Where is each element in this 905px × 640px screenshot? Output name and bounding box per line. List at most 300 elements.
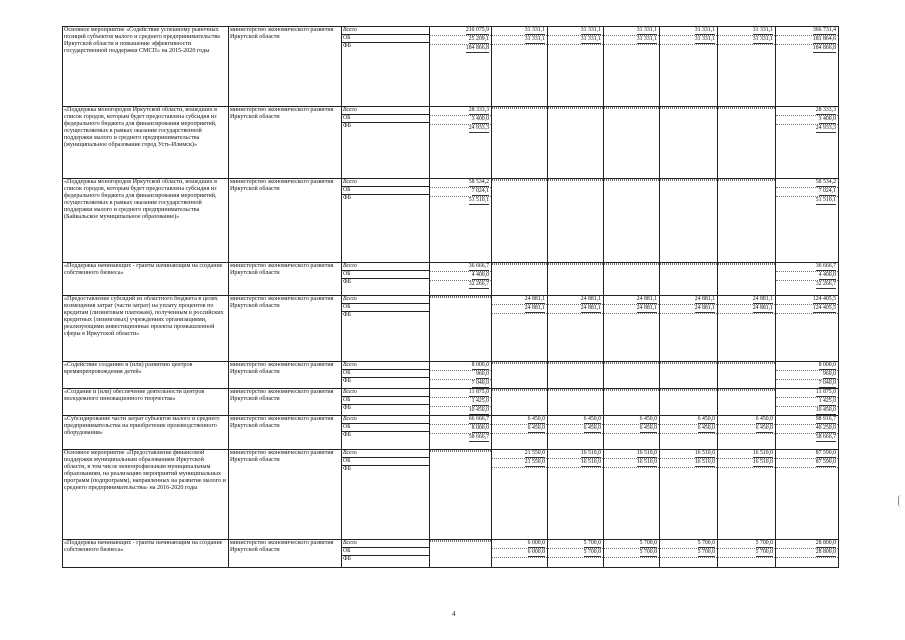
table-row [63, 296, 839, 362]
table-row [63, 27, 839, 107]
amount-column-cell [660, 362, 718, 389]
amount-value: 31 331,1 [524, 27, 545, 33]
amount-slot [660, 264, 717, 265]
amount-column-cell [718, 27, 776, 107]
funding-source-label: ОБ [342, 115, 429, 123]
amount-value: 8 000,0 [471, 362, 489, 368]
amount-value: 6 450,0 [639, 425, 657, 431]
amount-value: 5 700,0 [755, 540, 773, 546]
amount-slot [718, 108, 775, 109]
amount-slot [430, 263, 491, 272]
amount-slot [660, 305, 717, 314]
amount-slot [776, 125, 838, 133]
amount-value: 5 700,0 [583, 540, 601, 546]
funding-source-label: ФБ [343, 556, 351, 562]
amount-column-cell [776, 296, 839, 362]
amount-value: 36 666,7 [468, 263, 489, 269]
amount-slot [776, 459, 838, 468]
responsible-executor: министерство экономического развития Иркутской области [229, 27, 342, 107]
funding-source-label: Всего [342, 416, 429, 424]
amount-value: 24 881,1 [524, 305, 545, 311]
amount-column-cell [604, 107, 660, 179]
amount-slot [548, 305, 603, 314]
amount-slot [430, 116, 491, 125]
amount-slot [430, 197, 491, 205]
table-row [63, 263, 839, 296]
amount-slot [430, 27, 491, 36]
amount-value: 11 875,0 [468, 389, 489, 395]
amount-slot [718, 36, 775, 45]
table-row [63, 389, 839, 416]
amount-value: 24 881,1 [694, 296, 715, 302]
amount-value: 28 333,3 [468, 107, 489, 113]
amount-column-cell [604, 263, 660, 296]
amount-slot [718, 390, 775, 391]
amount-value: 16 510,0 [752, 450, 773, 456]
amount-slot [776, 116, 838, 125]
amount-slot [660, 425, 717, 434]
amount-slot [604, 108, 659, 109]
funding-source-label: ФБ [343, 432, 351, 438]
amount-value: 28 333,3 [815, 107, 836, 113]
amount-value: 3 400,0 [471, 116, 489, 122]
amount-slot [776, 272, 838, 281]
funding-source-label: ФБ [343, 195, 351, 201]
amount-value: 4 400,0 [471, 272, 489, 278]
amount-slot [492, 180, 547, 181]
amount-column-cell [718, 107, 776, 179]
amount-column-cell [492, 179, 548, 263]
amount-value: 16 510,0 [694, 459, 715, 465]
amount-column-cell [718, 416, 776, 450]
amount-column-cell [718, 362, 776, 389]
amount-slot [430, 107, 491, 116]
amount-slot [776, 27, 838, 36]
amount-slot [660, 540, 717, 549]
amount-value: 16 510,0 [694, 450, 715, 456]
amount-column-cell [660, 107, 718, 179]
amount-column-cell [660, 416, 718, 450]
amount-slot [548, 540, 603, 549]
amount-slot [776, 371, 838, 380]
amount-value: 58 534,2 [468, 179, 489, 185]
measure-description: «Поддержка начинающих - гранты начинающим на создание собственного бизнеса» [63, 540, 229, 568]
amount-slot [660, 549, 717, 558]
amount-value: 7 024,1 [818, 188, 836, 194]
amount-value: 51 510,1 [468, 197, 489, 203]
amount-column-cell [492, 263, 548, 296]
amount-column-cell [430, 416, 492, 450]
amount-value: 6 450,0 [755, 416, 773, 422]
table-row [63, 416, 839, 450]
amount-value: 25 209,1 [468, 36, 489, 42]
amount-value: 6 000,0 [527, 549, 545, 555]
amount-column-cell [548, 450, 604, 540]
amount-slot [492, 363, 547, 364]
amount-column-cell [492, 416, 548, 450]
amount-slot [548, 390, 603, 391]
amount-column-cell [776, 362, 839, 389]
amount-slot [430, 398, 491, 407]
amount-slot [548, 27, 603, 36]
amount-value: 11 875,0 [815, 389, 836, 395]
amount-column-cell [660, 296, 718, 362]
funding-source-label: ОБ [342, 370, 429, 378]
amount-slot [604, 363, 659, 364]
amount-slot [430, 407, 491, 415]
responsible-executor: министерство экономического развития Иркутской области [229, 362, 342, 389]
amount-column-cell [604, 296, 660, 362]
amount-value: 184 866,8 [812, 45, 836, 51]
amount-column-cell [430, 107, 492, 179]
amount-slot [430, 188, 491, 197]
amount-slot [604, 549, 659, 558]
amount-slot [604, 416, 659, 425]
funding-source-label: ФБ [343, 466, 351, 472]
funding-source-label: Всего [342, 450, 429, 458]
amount-value: 31 331,1 [636, 36, 657, 42]
amount-slot [660, 108, 717, 109]
amount-value: 16 510,0 [580, 450, 601, 456]
amount-column-cell [430, 296, 492, 362]
amount-slot [492, 450, 547, 459]
funding-source-cell [342, 296, 430, 362]
amount-slot [492, 27, 547, 36]
amount-value: 181 864,6 [812, 36, 836, 42]
amount-slot [660, 296, 717, 305]
amount-slot [718, 305, 775, 314]
amount-slot [548, 425, 603, 434]
amount-value: 1 425,0 [471, 398, 489, 404]
amount-slot [718, 27, 775, 36]
amount-slot [776, 389, 838, 398]
amount-column-cell [548, 27, 604, 107]
amount-slot [430, 371, 491, 380]
amount-value: 24 881,1 [752, 305, 773, 311]
amount-value: 1 425,0 [818, 398, 836, 404]
amount-slot [776, 188, 838, 197]
amount-slot [718, 296, 775, 305]
amount-slot [430, 451, 491, 452]
amount-column-cell [660, 540, 718, 568]
funding-source-cell [342, 263, 430, 296]
amount-value: 24 881,1 [636, 296, 657, 302]
amount-column-cell [548, 362, 604, 389]
measure-description: Основное мероприятие «Предоставление финансовой поддержки муниципальным образованиям Иркутской области, в том числе монопрофильным муниципальным образованиям, на реализацию мероприятий муниципальных программ (подпрограмм), направленных на развитие малого и среднего предпринимательства» на 2016-2020 годы [63, 450, 229, 540]
amount-column-cell [660, 263, 718, 296]
amount-slot [718, 416, 775, 425]
page-number: 4 [452, 610, 456, 618]
amount-value: 16 510,0 [752, 459, 773, 465]
responsible-executor: министерство экономического развития Иркутской области [229, 540, 342, 568]
amount-slot [776, 197, 838, 205]
amount-value: 5 700,0 [755, 549, 773, 555]
amount-slot [604, 459, 659, 468]
table-row [63, 107, 839, 179]
amount-value: 87 590,0 [815, 450, 836, 456]
amount-slot [548, 296, 603, 305]
amount-slot [548, 416, 603, 425]
amount-value: 6 450,0 [527, 416, 545, 422]
amount-column-cell [492, 450, 548, 540]
amount-value: 16 510,0 [636, 450, 657, 456]
funding-source-label: ФБ [343, 279, 351, 285]
amount-slot [776, 425, 838, 434]
amount-slot [776, 380, 838, 388]
amount-value: 6 450,0 [583, 416, 601, 422]
amount-slot [604, 296, 659, 305]
amount-column-cell [492, 27, 548, 107]
amount-value: 960,0 [822, 371, 836, 377]
amount-value: 58 666,7 [815, 434, 836, 440]
amount-value: 8 000,0 [471, 425, 489, 431]
amount-column-cell [430, 362, 492, 389]
amount-slot [492, 36, 547, 45]
amount-value: 28 800,0 [815, 540, 836, 546]
amount-value: 184 866,8 [465, 45, 489, 51]
amount-slot [718, 549, 775, 558]
amount-column-cell [718, 540, 776, 568]
amount-slot [430, 179, 491, 188]
amount-slot [660, 416, 717, 425]
amount-value: 366 731,4 [812, 27, 836, 33]
amount-value: 58 534,2 [815, 179, 836, 185]
amount-slot [492, 305, 547, 314]
amount-column-cell [604, 540, 660, 568]
amount-value: 5 700,0 [639, 540, 657, 546]
amount-value: 4 400,0 [818, 272, 836, 278]
amount-value: 5 700,0 [697, 549, 715, 555]
measure-description: «Содействие созданию и (или) развитию центров времяпрепровождения детей» [63, 362, 229, 389]
amount-value: 5 700,0 [697, 540, 715, 546]
funding-source-label: ОБ [342, 187, 429, 195]
funding-source-label: ОБ [342, 397, 429, 405]
amount-slot [776, 407, 838, 415]
amount-column-cell [430, 27, 492, 107]
responsible-executor: министерство экономического развития Иркутской области [229, 416, 342, 450]
amount-slot [548, 363, 603, 364]
amount-value: 32 266,7 [815, 281, 836, 287]
responsible-executor: министерство экономического развития Иркутской области [229, 263, 342, 296]
amount-value: 6 450,0 [755, 425, 773, 431]
amount-slot [660, 27, 717, 36]
amount-value: 24 881,1 [580, 305, 601, 311]
amount-slot [548, 549, 603, 558]
amount-value: 32 266,7 [468, 281, 489, 287]
amount-column-cell [548, 540, 604, 568]
amount-slot [430, 425, 491, 434]
amount-slot [548, 459, 603, 468]
amount-slot [492, 264, 547, 265]
amount-slot [660, 36, 717, 45]
amount-value: 6 450,0 [697, 425, 715, 431]
measure-description: «Поддержка начинающих - гранты начинающим на создание собственного бизнеса» [63, 263, 229, 296]
amount-slot [776, 549, 838, 558]
amount-value: 87 590,0 [815, 459, 836, 465]
amount-value: 960,0 [475, 371, 489, 377]
amount-slot [776, 296, 838, 305]
funding-source-label: ФБ [343, 378, 351, 384]
amount-slot [430, 434, 491, 442]
funding-source-label: Всего [342, 263, 429, 271]
amount-column-cell [430, 263, 492, 296]
amount-slot [776, 434, 838, 442]
funding-source-cell [342, 389, 430, 416]
scan-mark [898, 495, 904, 507]
amount-slot [430, 272, 491, 281]
amount-value: 3 400,0 [818, 116, 836, 122]
funding-source-cell [342, 450, 430, 540]
amount-column-cell [776, 107, 839, 179]
amount-slot [430, 541, 491, 542]
amount-slot [430, 389, 491, 398]
amount-value: 7 040,0 [471, 380, 489, 386]
amount-slot [776, 45, 838, 53]
amount-slot [548, 264, 603, 265]
table-row [63, 179, 839, 263]
amount-slot [430, 125, 491, 133]
amount-column-cell [548, 389, 604, 416]
measure-description: «Поддержка моногородов Иркутской области, вошедших в список городов, которым будет предоставлена субсидия из федерального бюджета для финансирования мероприятий, осуществляемых в рамках оказания государственной поддержки малого и среднего предпринимательства (Байкальское муниципальное образование)» [63, 179, 229, 263]
amount-column-cell [430, 540, 492, 568]
funding-source-label: ФБ [343, 43, 351, 49]
amount-slot [548, 36, 603, 45]
amount-slot [718, 363, 775, 364]
amount-value: 31 331,1 [524, 36, 545, 42]
amount-value: 7 024,1 [471, 188, 489, 194]
amount-slot [492, 296, 547, 305]
amount-value: 40 250,0 [815, 425, 836, 431]
amount-column-cell [776, 389, 839, 416]
amount-slot [430, 380, 491, 388]
amount-slot [604, 264, 659, 265]
responsible-executor: министерство экономического развития Иркутской области [229, 450, 342, 540]
amount-slot [430, 36, 491, 45]
amount-slot [492, 540, 547, 549]
amount-value: 51 510,1 [815, 197, 836, 203]
amount-column-cell [548, 263, 604, 296]
amount-value: 24 881,1 [636, 305, 657, 311]
amount-slot [430, 45, 491, 53]
amount-column-cell [492, 540, 548, 568]
responsible-executor: министерство экономического развития Иркутской области [229, 107, 342, 179]
amount-value: 58 666,7 [468, 434, 489, 440]
amount-value: 36 666,7 [815, 263, 836, 269]
amount-column-cell [604, 416, 660, 450]
funding-source-label: Всего [342, 27, 429, 35]
amount-value: 24 881,1 [752, 296, 773, 302]
amount-column-cell [548, 179, 604, 263]
amount-column-cell [660, 27, 718, 107]
amount-slot [718, 264, 775, 265]
amount-column-cell [776, 27, 839, 107]
amount-slot [492, 425, 547, 434]
amount-slot [548, 108, 603, 109]
amount-slot [776, 107, 838, 116]
amount-value: 31 331,1 [580, 36, 601, 42]
funding-source-label: ФБ [343, 405, 351, 411]
amount-slot [776, 281, 838, 289]
amount-slot [604, 36, 659, 45]
amount-slot [776, 179, 838, 188]
amount-value: 10 450,0 [468, 407, 489, 413]
amount-slot [776, 362, 838, 371]
measure-description: «Субсидирование части затрат субъектов малого и среднего предпринимательства на приобретение производственного оборудования» [63, 416, 229, 450]
amount-value: 24 881,1 [694, 305, 715, 311]
amount-value: 21 550,0 [524, 450, 545, 456]
amount-slot [718, 540, 775, 549]
amount-value: 31 331,1 [752, 27, 773, 33]
funding-source-label: Всего [342, 540, 429, 548]
table-row [63, 362, 839, 389]
amount-value: 66 666,7 [468, 416, 489, 422]
amount-column-cell [718, 263, 776, 296]
amount-value: 24 933,3 [468, 125, 489, 131]
amount-value: 31 331,1 [752, 36, 773, 42]
amount-slot [492, 108, 547, 109]
funding-source-label: ФБ [343, 123, 351, 129]
funding-source-cell [342, 27, 430, 107]
amount-slot [776, 36, 838, 45]
amount-slot [430, 297, 491, 298]
amount-column-cell [660, 179, 718, 263]
amount-slot [492, 416, 547, 425]
amount-slot [604, 305, 659, 314]
amount-slot [660, 450, 717, 459]
amount-value: 6 450,0 [697, 416, 715, 422]
amount-value: 10 450,0 [815, 407, 836, 413]
funding-source-label: ОБ [342, 304, 429, 312]
amount-column-cell [492, 296, 548, 362]
amount-slot [604, 540, 659, 549]
amount-value: 210 075,9 [465, 27, 489, 33]
funding-source-label: Всего [342, 296, 429, 304]
amount-column-cell [604, 450, 660, 540]
amount-slot [718, 459, 775, 468]
amount-value: 28 800,0 [815, 549, 836, 555]
amount-column-cell [492, 107, 548, 179]
funding-source-cell [342, 179, 430, 263]
amount-column-cell [718, 450, 776, 540]
funding-source-label: ОБ [342, 424, 429, 432]
amount-column-cell [604, 389, 660, 416]
amount-value: 31 331,1 [580, 27, 601, 33]
amount-column-cell [718, 389, 776, 416]
measure-description: «Поддержка моногородов Иркутской области, вошедших в список городов, которым будет предоставлена субсидия из федерального бюджета для финансирования мероприятий, осуществляемых в рамках оказания государственной поддержки малого и среднего предпринимательства (муниципальное образование город Усть-Илимск)» [63, 107, 229, 179]
responsible-executor: министерство экономического развития Иркутской области [229, 296, 342, 362]
amount-slot [492, 390, 547, 391]
amount-column-cell [776, 263, 839, 296]
amount-column-cell [430, 450, 492, 540]
table-row [63, 450, 839, 540]
amount-column-cell [776, 179, 839, 263]
amount-slot [718, 425, 775, 434]
amount-column-cell [430, 179, 492, 263]
amount-slot [776, 540, 838, 549]
table-row [63, 540, 839, 568]
amount-column-cell [776, 450, 839, 540]
amount-column-cell [776, 540, 839, 568]
amount-column-cell [660, 450, 718, 540]
amount-slot [492, 459, 547, 468]
amount-slot [776, 263, 838, 272]
amount-value: 31 331,1 [694, 36, 715, 42]
amount-value: 6 450,0 [583, 425, 601, 431]
amount-slot [492, 549, 547, 558]
amount-column-cell [548, 416, 604, 450]
funding-source-label: Всего [342, 107, 429, 115]
amount-value: 24 881,1 [580, 296, 601, 302]
